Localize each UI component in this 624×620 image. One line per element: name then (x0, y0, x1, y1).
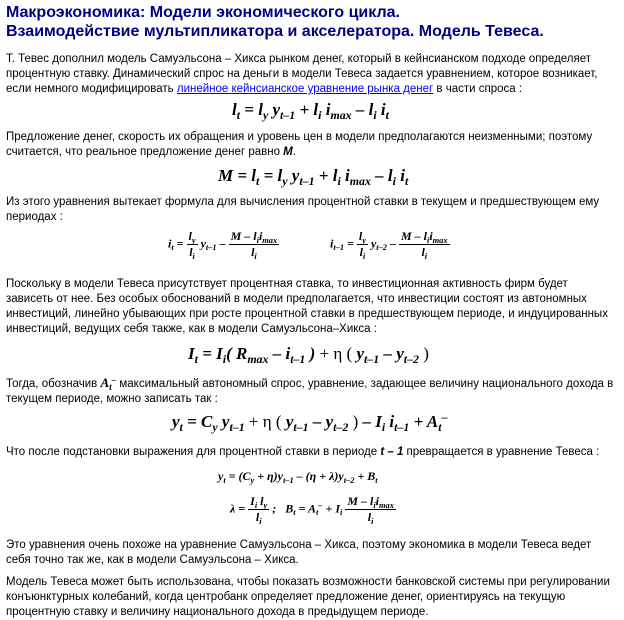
paragraph-money-supply-tail: . (292, 146, 296, 158)
paragraph-investment: Поскольку в модели Тевеса присутствует процентная ставка, то инвестиционная активность фирм будет зависеть от нее. Без особых обоснований в модели предполагается, что инвестиции состоят из автономных инвестиций, линейно убывающих при росте процентной ставки в предшествующем периоде, и индуцированных инвестиций, ведущих себя также, как в модели Самуэльсона–Хикса : (6, 278, 608, 335)
paragraph-substitution-text: Что после подстановки выражения для процентной ставки в периоде (6, 446, 381, 458)
equation-money-demand: $l_t = l_y$ $y_{t-1} + l_i$ $i_{max} - l_i$ $i_t$ (232, 100, 389, 123)
page-title-line2: Взаимодействие мультипликатора и акселератора. Модель Тевеса. (6, 23, 544, 40)
equation-national-income: $y_t = C_y$ $y_{t-1} + \eta$ ( $y_{t-1} - y_{t-2}$ ) – $I_i$ $i_{t-1} + A_t^-$ (172, 410, 448, 435)
paragraph-conclusion: Модель Тевеса может быть использована, чтобы показать возможности банковской системы при регулировании конъюнктурных колебаний, когда центробанк определяет предложение денег, ориентируясь на текущую процентную ставку и величину национального дохода в предыдущем периоде. (6, 576, 610, 618)
paragraph-money-supply-text: Предложение денег, скорость их обращения и уровень цен в модели предполагаются неизменными; поэтому считается, что реальное предложение денег равно (6, 131, 593, 158)
page-title-line1: Макроэкономика: Модели экономического цикла. (6, 4, 400, 21)
paragraph-autonomous-demand-tail: максимальный автономный спрос, уравнение, задающее величину национального дохода в текущем периоде, можно записать так : (6, 378, 614, 405)
equation-interest-rate-previous: $i_{t-1}$ = $\frac{l_y}{l_i}$ $y_{t-2}$ – $\frac{M - l_ii_{max}}{l_i}$ (330, 229, 448, 261)
equation-teves: $y_t = (C_y + \eta)y_{t-1} - (\eta + \lambda)y_{t-2} + B_t$ (218, 469, 378, 485)
paragraph-autonomous-demand-text: Тогда, обозначив (6, 378, 101, 390)
paragraph-similarity: Это уравнения очень похоже на уравнение Самуэльсона – Хикса, поэтому экономика в модели Тевеса ведет себя точно так же, как в модели Самуэльсона – Хикса. (6, 539, 592, 566)
paragraph-money-supply (6, 130, 618, 160)
money-market-equation-link[interactable]: линейное кейнсианское уравнение рынка денег (176, 83, 434, 95)
equation-investment: $I_t = I_i$( $R_{max} - i_{t-1}$ ) + η ( $y_{t-1} - y_{t-2}$ ) (188, 344, 429, 367)
equation-interest-rate-current: $i_t$ = $\frac{l_y}{l_i}$ $y_{t-1}$ – $\frac{M - l_ii_{max}}{l_i}$ (168, 229, 278, 261)
money-symbol: M (283, 146, 293, 158)
paragraph-intro (6, 52, 618, 97)
paragraph-substitution-tail: превращается в уравнение Тевеса : (403, 446, 600, 458)
paragraph-interest-rate: Из этого уравнения вытекает формула для вычисления процентной ставки в текущем и предшествующем ему периодах : (6, 196, 600, 223)
paragraph-intro-text: Т. Тевес дополнил модель Самуэльсона – Хикса рынком денег, который в кейнсианском подходе определяет процентную ставку. Динамический спрос на деньги в модели Тевеса задается уравнением, которое возникает, если немного модифицировать (6, 53, 598, 95)
paragraph-substitution (6, 445, 618, 460)
equation-teves-parameters: λ = $\frac{I_i l_y}{l_i}$ ; $B_t = A_t^- + I_i$ $\frac{M - l_ii_{max}}{l_i}$ (230, 494, 394, 526)
paragraph-autonomous-demand: Тогда, обозначив $A_t^-$ максимальный автономный спрос, уравнение, задающее величину национального дохода в текущем периоде, можно записать так : (6, 374, 614, 405)
equation-money-equilibrium: $M = l_t = l_y$ $y_{t-1} + l_i$ $i_{max} - l_i$ $i_t$ (218, 166, 409, 189)
paragraph-intro-tail: в части спроса : (433, 83, 523, 95)
period-symbol: t – 1 (380, 446, 404, 458)
